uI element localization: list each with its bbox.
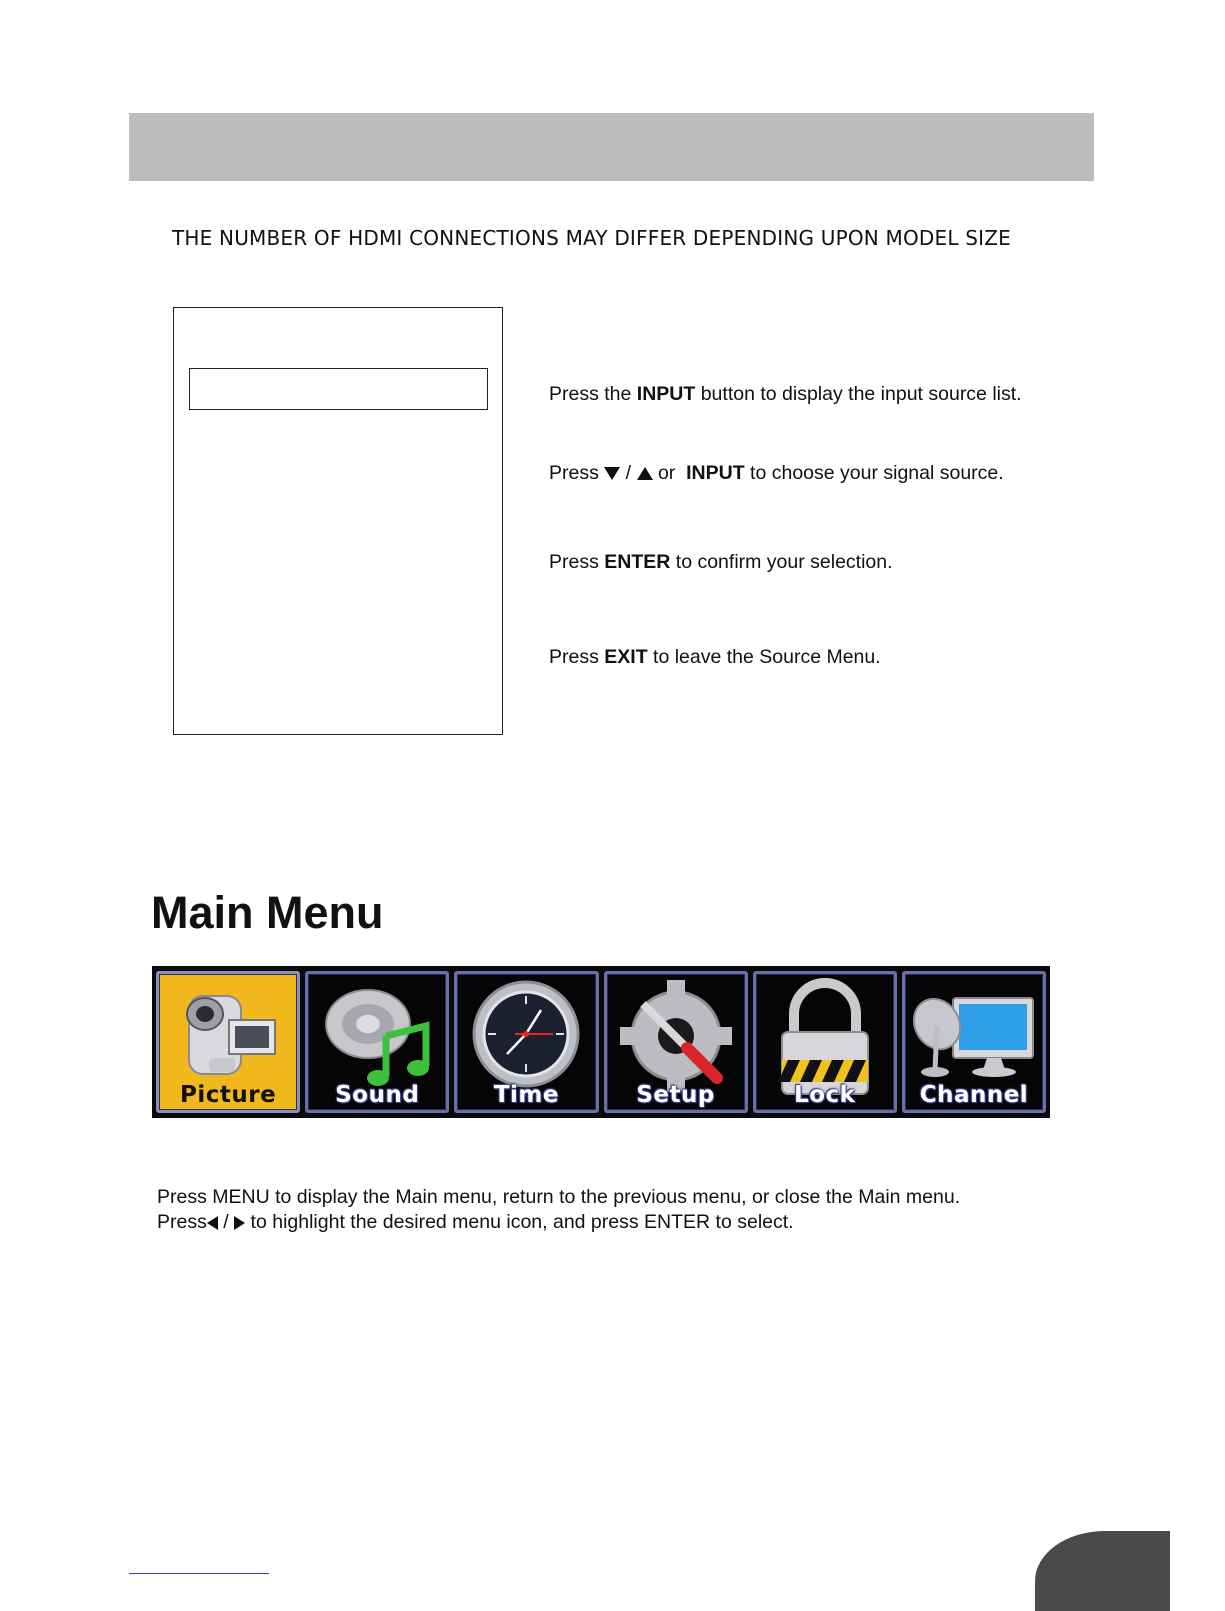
menu-item-sound[interactable]: [305, 971, 449, 1113]
arrow-right-icon: [234, 1216, 245, 1230]
main-menu-bar: [152, 966, 1050, 1118]
instruction-exit: [549, 646, 881, 669]
instruction-text: button to display the input source list.: [695, 383, 1022, 405]
instruction-choose: [549, 462, 1004, 485]
instruction-text: Press: [549, 462, 605, 484]
description-line-1: Press MENU to display the Main menu, return to the previous menu, or close the Main menu.: [157, 1186, 961, 1208]
instruction-text: to leave the Source Menu.: [647, 646, 881, 668]
hdmi-notice: THE NUMBER OF HDMI CONNECTIONS MAY DIFFER DEPENDING UPON MODEL SIZE: [172, 226, 1011, 250]
main-menu-description: [157, 1185, 960, 1235]
instruction-input: [549, 383, 1022, 406]
instruction-text: to confirm your selection.: [670, 551, 893, 573]
page-number-tab: [1035, 1531, 1170, 1611]
description-text: /: [217, 1211, 235, 1233]
exit-key-label: EXIT: [604, 646, 648, 668]
menu-item-time[interactable]: [454, 971, 598, 1113]
menu-item-label: Sound: [335, 1082, 420, 1108]
header-bar: [129, 113, 1094, 181]
source-list-panel: [173, 307, 503, 735]
arrow-left-icon: [207, 1216, 218, 1230]
menu-item-setup[interactable]: [604, 971, 748, 1113]
instruction-text: Press: [549, 551, 605, 573]
instruction-enter: [549, 551, 893, 574]
menu-item-label: Picture: [179, 1082, 277, 1108]
arrow-up-icon: [637, 467, 653, 480]
arrow-down-icon: [604, 467, 620, 480]
menu-item-channel[interactable]: [902, 971, 1046, 1113]
menu-item-label: Time: [493, 1082, 559, 1108]
footer-link-underline: [129, 1573, 269, 1574]
description-text: to highlight the desired menu icon, and press ENTER to select.: [245, 1211, 794, 1233]
menu-item-label: Lock: [794, 1082, 856, 1108]
instruction-text: or: [652, 462, 687, 484]
menu-item-label: Channel: [919, 1082, 1029, 1108]
instruction-text: to choose your signal source.: [744, 462, 1004, 484]
instruction-text: /: [620, 462, 637, 484]
input-key-label: INPUT: [686, 462, 745, 484]
main-menu-title: Main Menu: [151, 887, 384, 938]
input-key-label: INPUT: [636, 383, 696, 405]
description-text: Press: [157, 1211, 207, 1233]
menu-item-picture[interactable]: [156, 971, 300, 1113]
instruction-text: Press: [549, 646, 605, 668]
menu-item-label: Setup: [636, 1082, 715, 1108]
menu-item-lock[interactable]: [753, 971, 897, 1113]
description-line-2: [157, 1210, 960, 1235]
source-selection-highlight: [189, 368, 488, 410]
instruction-text: Press the: [549, 383, 637, 405]
enter-key-label: ENTER: [604, 551, 671, 573]
